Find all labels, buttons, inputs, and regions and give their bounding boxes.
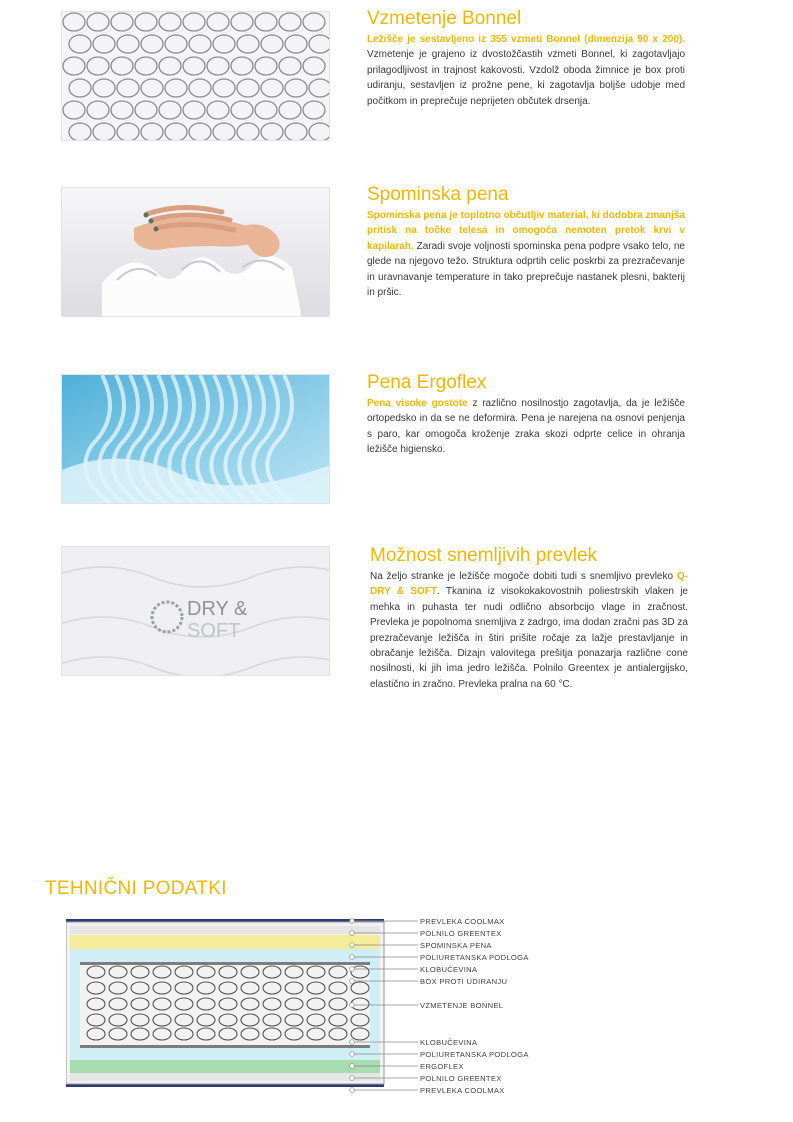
- legend-item: POLNILO GREENTEX: [420, 1074, 502, 1083]
- section-body: z različno nosilnostjo zagotavlja, da je ležišče ortopedsko in da se ne deformira. Pena je narejena na osnovi penjenja s paro, kar omogoča kroženje zraka skozi odprte celice in ohranja ležišče higiensko.: [367, 398, 685, 456]
- section-title: Vzmetenje Bonnel: [367, 8, 522, 29]
- memory-foam-image: [61, 187, 330, 317]
- legend-leader-lines: [340, 915, 420, 1095]
- section-text: [367, 32, 685, 109]
- legend-item: PREVLEKA COOLMAX: [420, 917, 505, 926]
- section-body-before: Na željo stranke je ležišče mogoče dobiti tudi s snemljivo prevleko: [370, 571, 674, 582]
- svg-text:SOFT: SOFT: [187, 620, 241, 642]
- legend-item: POLIURETANSKA PODLOGA: [420, 1050, 529, 1059]
- legend-item: BOX PROTI UDIRANJU: [420, 977, 508, 986]
- ergoflex-foam-image: [61, 374, 330, 504]
- section-removable-covers: [370, 545, 688, 692]
- mattress-cross-section: [66, 918, 386, 1088]
- legend-item: POLIURETANSKA PODLOGA: [420, 953, 529, 962]
- fabric-illustration: [62, 547, 330, 676]
- legend-item: PREVLEKA COOLMAX: [420, 1086, 505, 1095]
- bonnel-springs-image: [61, 11, 330, 141]
- section-highlight: Ležišče je sestavljeno iz 355 vzmeti Bonnel (dimenzija 90 x 200).: [367, 34, 685, 45]
- section-title: Spominska pena: [367, 184, 509, 205]
- svg-text:DRY &: DRY &: [187, 598, 248, 620]
- section-ergoflex: [367, 372, 685, 458]
- layer-diagram: [66, 918, 386, 1088]
- legend-item: KLOBUČEVINA: [420, 1038, 478, 1047]
- legend-item: ERGOFLEX: [420, 1062, 464, 1071]
- section-body-after: . Tkanina iz visokokakovostnih poliestrskih vlaken je mehka in puhasta ter nudi odlično absorbcijo vlage in zračnost. Prevleka je popolnoma snemljiva z zadrgo, ima dodan zračni pas 3D za prezračevanje ležišča in štiri prišite ročaje za lažje prestavljanje in obračanje ležišča. Dizajn valovitega prešitja ponazarja različne cone nosilnosti, ki jih ima jedro ležišča. Polnilo Greentex je antialergijsko, elastično in zračno. Prevleka pralna na 60 °C.: [370, 586, 688, 690]
- legend-item: POLNILO GREENTEX: [420, 929, 502, 938]
- legend-item: KLOBUČEVINA: [420, 965, 478, 974]
- memory-foam-illustration: [62, 188, 330, 317]
- ergoflex-illustration: [62, 375, 330, 504]
- section-text: [370, 569, 688, 692]
- section-title: Pena Ergoflex: [367, 372, 487, 393]
- section-text: [367, 208, 685, 300]
- section-text: [367, 396, 685, 458]
- section-title: Možnost snemljivih prevlek: [370, 545, 598, 566]
- section-highlight: Q-DRY & SOFT: [370, 571, 689, 598]
- section-body: Vzmetenje je grajeno iz dvostožčastih vzmeti Bonnel, ki zagotavljajo prilagodljivost in trajnost kakovosti. Vzdolž oboda žimnice je box proti udiranju, sestavljen iz prožne pene, ki zagotavlja boljše udobje med počitkom in preprečuje neprijeten občutek drsenja.: [367, 49, 685, 107]
- section-memory-foam: [367, 184, 685, 300]
- section-highlight: Spominska pena je toplotno občutljiv material, ki dodobra zmanjša pritisk na točke telesa in omogoča nemoten pretok krvi v kapilarah.: [367, 210, 685, 252]
- legend-item: SPOMINSKA PENA: [420, 941, 492, 950]
- section-body: Zaradi svoje voljnosti spominska pena podpre vsako telo, ne glede na njegovo težo. Struktura odprtih celic poskrbi za prezračevanje in uravnavanje temperature in tako preprečuje nastanek plesni, bakterij in pršic.: [367, 240, 685, 299]
- section-highlight: Pena visoke gostote: [367, 398, 468, 409]
- dry-soft-fabric-image: [61, 546, 330, 676]
- legend-item: VZMETENJE BONNEL: [420, 1001, 504, 1010]
- technical-data-title: TEHNIČNI PODATKI: [45, 878, 227, 899]
- section-bonnel: [367, 8, 685, 109]
- springs-illustration: [62, 12, 330, 141]
